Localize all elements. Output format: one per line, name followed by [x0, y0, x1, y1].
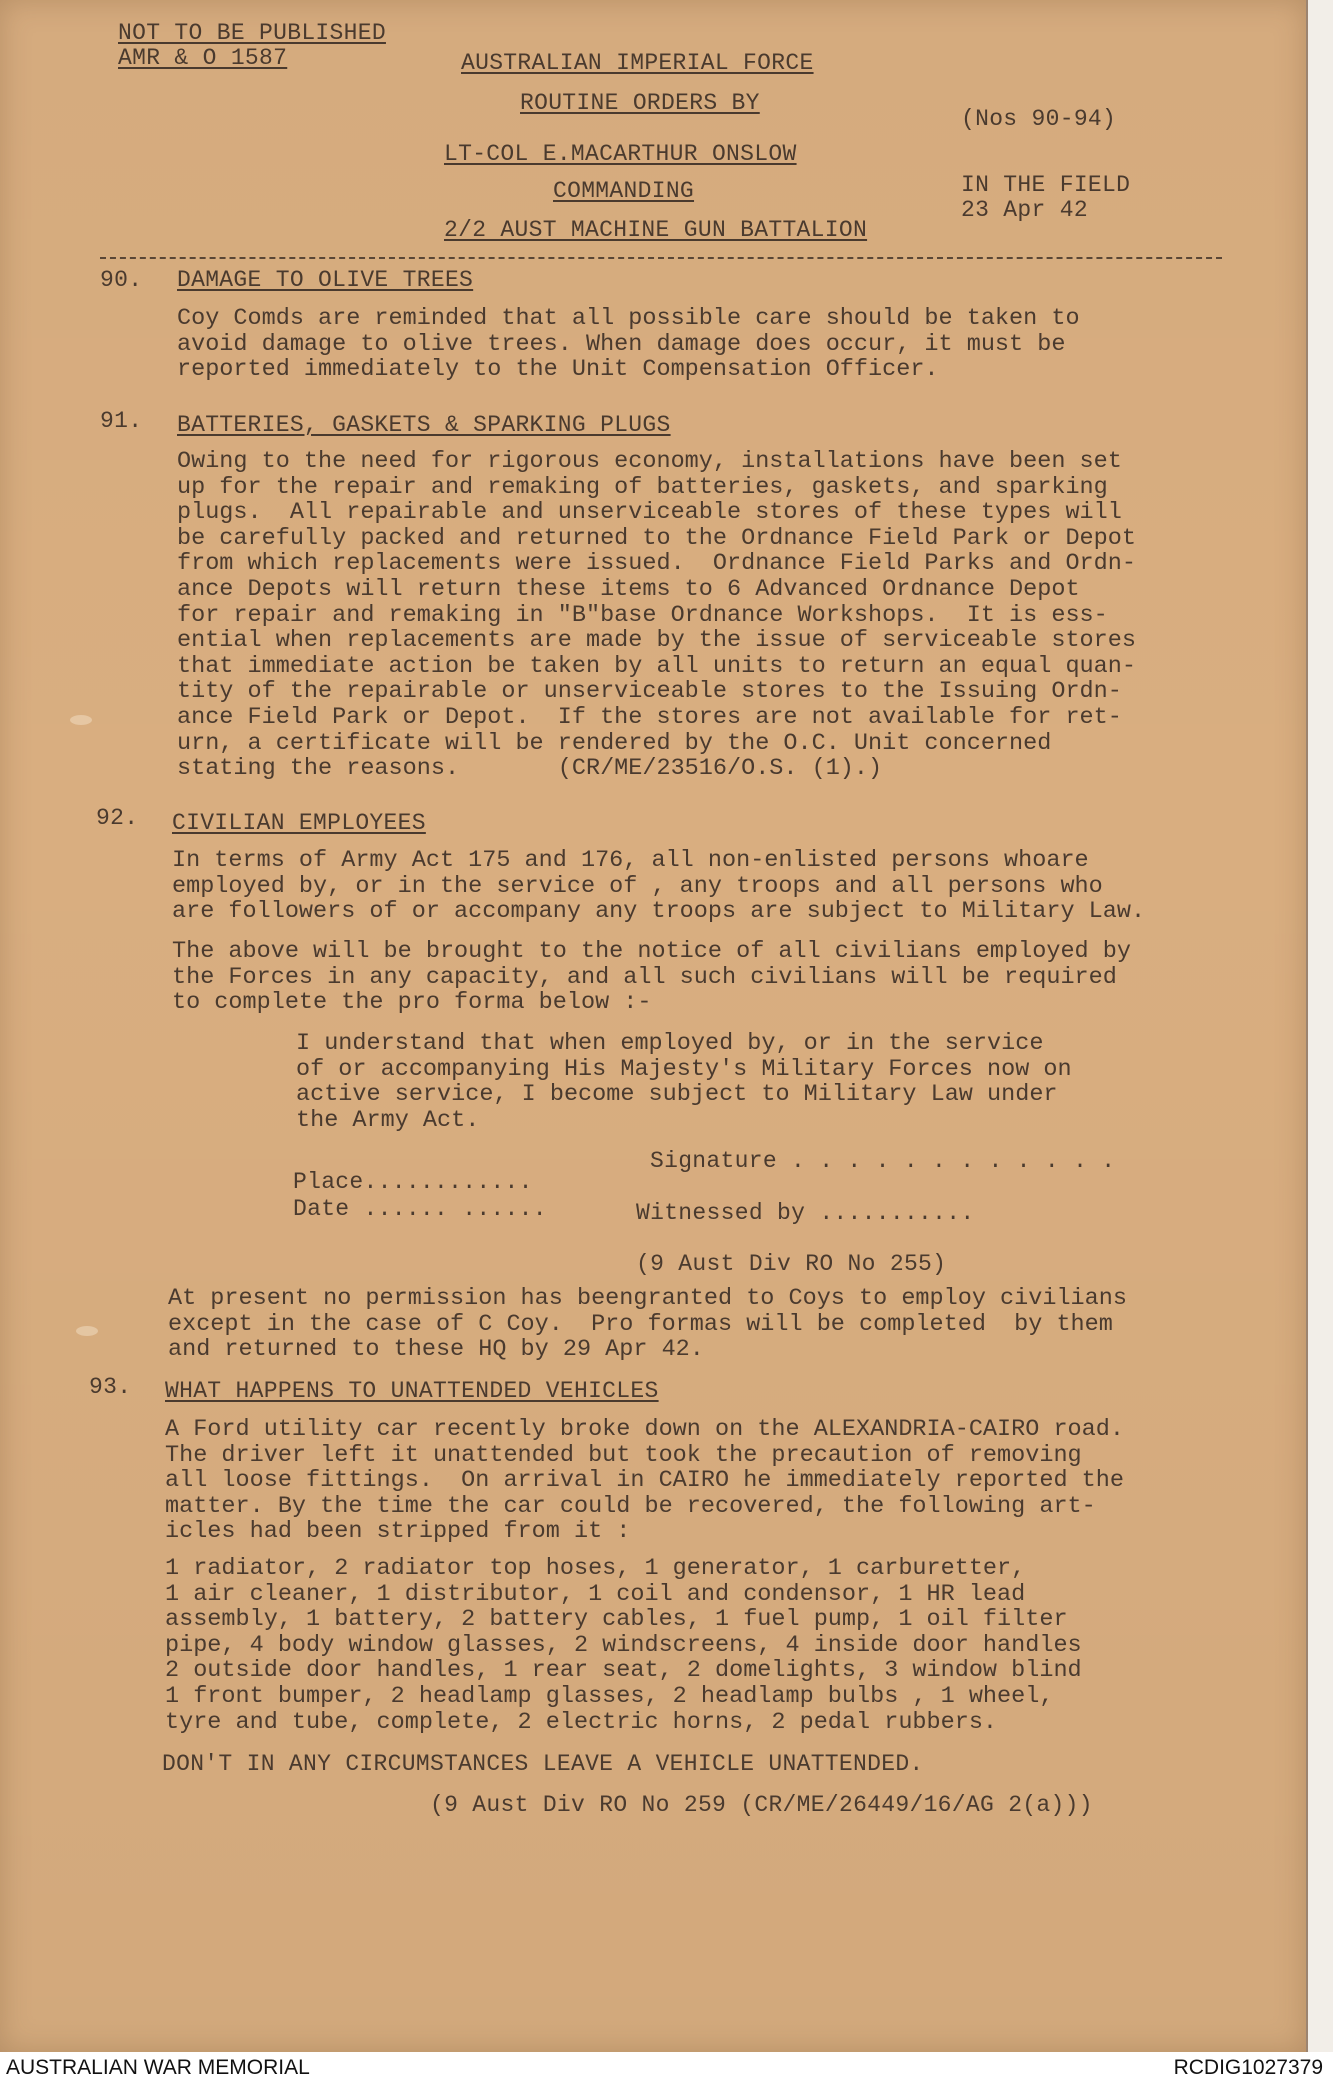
order-91-heading: BATTERIES, GASKETS & SPARKING PLUGS [177, 412, 671, 438]
place-field: Place............ [293, 1169, 533, 1195]
punch-hole-mark [76, 1326, 98, 1336]
title-line-3: LT-COL E.MACARTHUR ONSLOW [444, 141, 797, 167]
header-divider [100, 257, 1222, 259]
date-field: Date ...... ...... [293, 1196, 547, 1222]
archive-name: AUSTRALIAN WAR MEMORIAL [6, 2056, 310, 2079]
title-line-4: COMMANDING [553, 178, 695, 204]
title-line-1: AUSTRALIAN IMPERIAL FORCE [461, 50, 814, 76]
order-93-warning: DON'T IN ANY CIRCUMSTANCES LEAVE A VEHICLE UNATTENDED. [162, 1751, 924, 1777]
order-90-body: Coy Comds are reminded that all possible care should be taken to avoid damage to olive trees. When damage does occur, it must be reported immediately to the Unit Compensation Officer. [177, 305, 1080, 384]
order-90-number: 90. [100, 267, 143, 293]
order-92-body-3: At present no permission has beengranted to Coys to employ civilians except in the case of C Coy. Pro formas will be completed by them and returned to these HQ by 29 Apr 42. [168, 1285, 1127, 1364]
order-93-items-list: 1 radiator, 2 radiator top hoses, 1 generator, 1 carburetter, 1 air cleaner, 1 distributor, 1 coil and condensor, 1 HR lead assembly, 1 battery, 2 battery cables, 1 fuel pump, 1 oil filter pipe, 4 body window glasses, 2 windscreens, 4 inside door handles 2 outside door handles, 1 rear seat, 2 domelights, 3 window blind 1 front bumper, 2 headlamp glasses, 2 headlamp bulbs , 1 wheel, tyre and tube, complete, 2 electric horns, 2 pedal rubbers. [165, 1555, 1082, 1736]
order-numbers: (Nos 90-94) [961, 106, 1117, 132]
order-91-body: Owing to the need for rigorous economy, installations have been set up for the repair and remaking of batteries, gaskets, and sparking plugs. All repairable and unserviceable stores of these types will be carefully packed and returned to the Ordnance Field Park or Depot from which replacements were issued. Ordnance Field Parks and Ordn- ance Depots will return these items to 6 Advanced Ordnance Depot for repair and remaking in "B"base Ordnance Workshops. It is ess- ential when replacements are made by the issue of serviceable stores that immediate action be taken by all units to return an equal quan- tity of the repairable or unserviceable stores to the Issuing Ordn- ance Field Park or Depot. If the stores are not available for ret- urn, a certificate will be rendered by the O.C. Unit concerned stating the reasons. (CR/ME/23516/O.S. (1).) [177, 448, 1136, 783]
punch-hole-mark [70, 715, 92, 725]
order-90-heading: DAMAGE TO OLIVE TREES [177, 267, 474, 293]
order-92-heading: CIVILIAN EMPLOYEES [172, 810, 426, 836]
restriction-label: NOT TO BE PUBLISHED [118, 20, 386, 46]
signature-field: Signature . . . . . . . . . . . . [650, 1148, 1116, 1174]
order-92-body-2: The above will be brought to the notice of all civilians employed by the Forces in any capacity, and all such civilians will be required to complete the pro forma below :- [172, 938, 1131, 1017]
reference-number: AMR & O 1587 [118, 45, 288, 71]
location: IN THE FIELD [961, 172, 1131, 198]
title-line-5: 2/2 AUST MACHINE GUN BATTALION [444, 217, 868, 243]
page-edge [1306, 0, 1333, 2052]
order-92-body: In terms of Army Act 175 and 176, all non-enlisted persons whoare employed by, or in the service of , any troops and all persons who are followers of or accompany any troops are subject to Military Law. [172, 847, 1146, 926]
order-93-body: A Ford utility car recently broke down on the ALEXANDRIA-CAIRO road. The driver left it unattended but took the precaution of removing all loose fittings. On arrival in CAIRO he immediately reported the matter. By the time the car could be recovered, the following art- icles had been stripped from it : [165, 1416, 1124, 1546]
archive-id: RCDIG1027379 [1173, 2056, 1323, 2079]
order-91-number: 91. [100, 408, 143, 434]
order-92-number: 92. [96, 805, 139, 831]
order-93-number: 93. [89, 1374, 132, 1400]
order-92-pro-forma-text: I understand that when employed by, or in the service of or accompanying His Majesty's Military Forces now on active service, I become subject to Military Law under the Army Act. [296, 1030, 1072, 1134]
title-line-2: ROUTINE ORDERS BY [520, 90, 760, 116]
archive-footer [0, 2052, 1333, 2082]
order-93-reference: (9 Aust Div RO No 259 (CR/ME/26449/16/AG 2(a))) [430, 1792, 1093, 1818]
witness-field: Witnessed by ........... [636, 1200, 975, 1226]
issue-date: 23 Apr 42 [961, 197, 1088, 223]
order-92-reference: (9 Aust Div RO No 255) [636, 1251, 947, 1277]
order-93-heading: WHAT HAPPENS TO UNATTENDED VEHICLES [165, 1378, 659, 1404]
